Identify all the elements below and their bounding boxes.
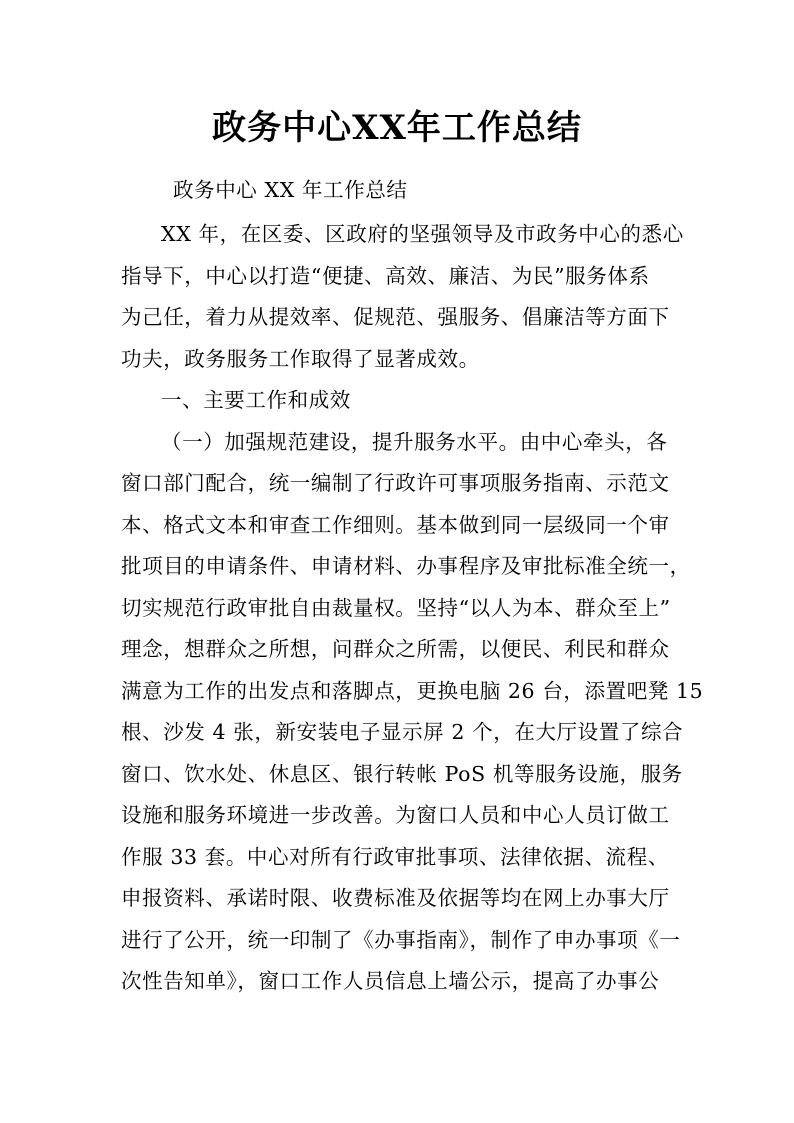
document-title: 政务中心XX年工作总结 <box>212 108 582 148</box>
body-line: 功夫，政务服务工作取得了显著成效。 <box>121 347 480 371</box>
body-line: 进行了公开，统一印制了《办事指南》，制作了申办事项《一 <box>121 928 681 952</box>
body-line: 窗口、饮水处、休息区、银行转帐 PoS 机等服务设施，服务 <box>121 762 683 786</box>
body-line: 作服 33 套。中心对所有行政审批事项、法律依据、流程、 <box>121 845 669 869</box>
body-line: 为己任，着力从提效率、促规范、强服务、倡廉洁等方面下 <box>121 305 670 329</box>
body-line: 设施和服务环境进一步改善。为窗口人员和中心人员订做工 <box>121 803 670 827</box>
section-heading: 一、主要工作和成效 <box>161 388 351 412</box>
body-line: 窗口部门配合，统一编制了行政许可事项服务指南、示范文 <box>121 471 670 495</box>
subtitle-line: 政务中心 XX 年工作总结 <box>173 178 408 202</box>
body-line: 根、沙发 4 张，新安装电子显示屏 2 个，在大厅设置了综合 <box>121 720 684 744</box>
body-line: 切实规范行政审批自由裁量权。坚持“以人为本、群众至上” <box>121 596 671 620</box>
body-line: 申报资料、承诺时限、收费标准及依据等均在网上办事大厅 <box>121 886 670 910</box>
body-line: 理念，想群众之所想，问群众之所需，以便民、利民和群众 <box>121 637 670 661</box>
body-line: （一）加强规范建设，提升服务水平。由中心牵头，各 <box>161 430 668 454</box>
body-line: XX 年，在区委、区政府的坚强领导及市政务中心的悉心 <box>161 222 684 246</box>
body-line: 满意为工作的出发点和落脚点，更换电脑 26 台，添置吧凳 15 <box>121 679 704 703</box>
body-line: 次性告知单》，窗口工作人员信息上墙公示，提高了办事公 <box>121 969 660 993</box>
body-line: 本、格式文本和审查工作细则。基本做到同一层级同一个审 <box>121 513 670 537</box>
body-line: 指导下，中心以打造“便捷、高效、廉洁、为民”服务体系 <box>121 264 650 288</box>
body-line: 批项目的申请条件、申请材料、办事程序及审批标准全统一， <box>121 554 691 578</box>
